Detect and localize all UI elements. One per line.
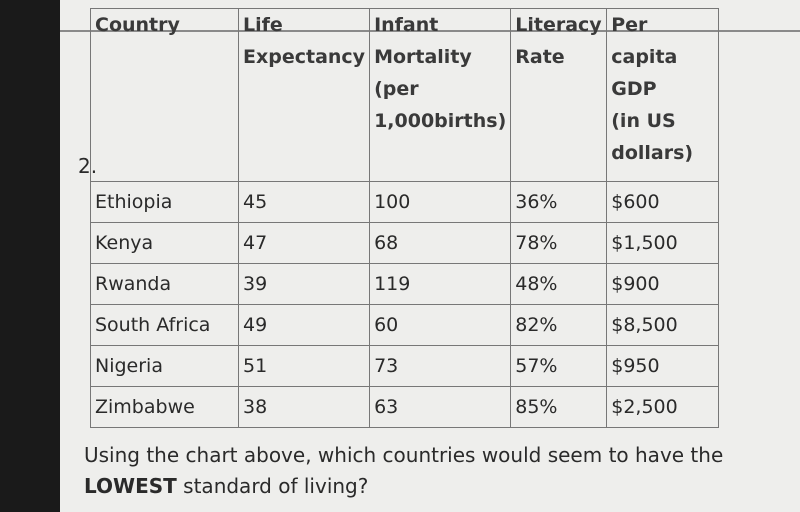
table-header-row [91, 9, 719, 182]
table-row [91, 223, 719, 264]
cell-literacy-rate: 36% [511, 182, 607, 223]
table-row [91, 182, 719, 223]
cell-life-expectancy: 39 [239, 264, 370, 305]
cell-literacy-rate: 85% [511, 387, 607, 428]
cell-literacy-rate: 57% [511, 346, 607, 387]
cell-life-expectancy: 51 [239, 346, 370, 387]
cell-country: South Africa [91, 305, 239, 346]
table-row [91, 387, 719, 428]
cell-life-expectancy: 49 [239, 305, 370, 346]
header-life-expectancy: Life Expectancy [239, 9, 370, 182]
cell-country: Zimbabwe [91, 387, 239, 428]
cell-gdp: $2,500 [607, 387, 719, 428]
cell-infant-mortality: 100 [370, 182, 511, 223]
table-row [91, 305, 719, 346]
cell-gdp: $900 [607, 264, 719, 305]
cell-gdp: $600 [607, 182, 719, 223]
cell-country: Rwanda [91, 264, 239, 305]
cell-life-expectancy: 45 [239, 182, 370, 223]
header-literacy-rate: Literacy Rate [511, 9, 607, 182]
header-infant-mortality: Infant Mortality (per 1,000births) [370, 9, 511, 182]
question-text [84, 440, 784, 502]
question-line-1: Using the chart above, which countries would seem to have the [84, 443, 724, 467]
cell-literacy-rate: 82% [511, 305, 607, 346]
cell-country: Kenya [91, 223, 239, 264]
cell-gdp: $8,500 [607, 305, 719, 346]
cell-gdp: $950 [607, 346, 719, 387]
table-row [91, 264, 719, 305]
header-country: Country [91, 9, 239, 182]
cell-life-expectancy: 38 [239, 387, 370, 428]
cell-infant-mortality: 60 [370, 305, 511, 346]
question-line-2: standard of living? [176, 474, 369, 498]
cell-gdp: $1,500 [607, 223, 719, 264]
cell-country: Ethiopia [91, 182, 239, 223]
cell-infant-mortality: 63 [370, 387, 511, 428]
cell-infant-mortality: 68 [370, 223, 511, 264]
cell-country: Nigeria [91, 346, 239, 387]
cell-life-expectancy: 47 [239, 223, 370, 264]
cell-infant-mortality: 119 [370, 264, 511, 305]
cell-literacy-rate: 78% [511, 223, 607, 264]
table-row [91, 346, 719, 387]
cell-infant-mortality: 73 [370, 346, 511, 387]
question-emphasis: LOWEST [84, 474, 177, 498]
header-per-capita-gdp: Per capita GDP (in US dollars) [607, 9, 719, 182]
country-data-table [90, 8, 719, 428]
cell-literacy-rate: 48% [511, 264, 607, 305]
question-number: 2. [78, 154, 98, 178]
